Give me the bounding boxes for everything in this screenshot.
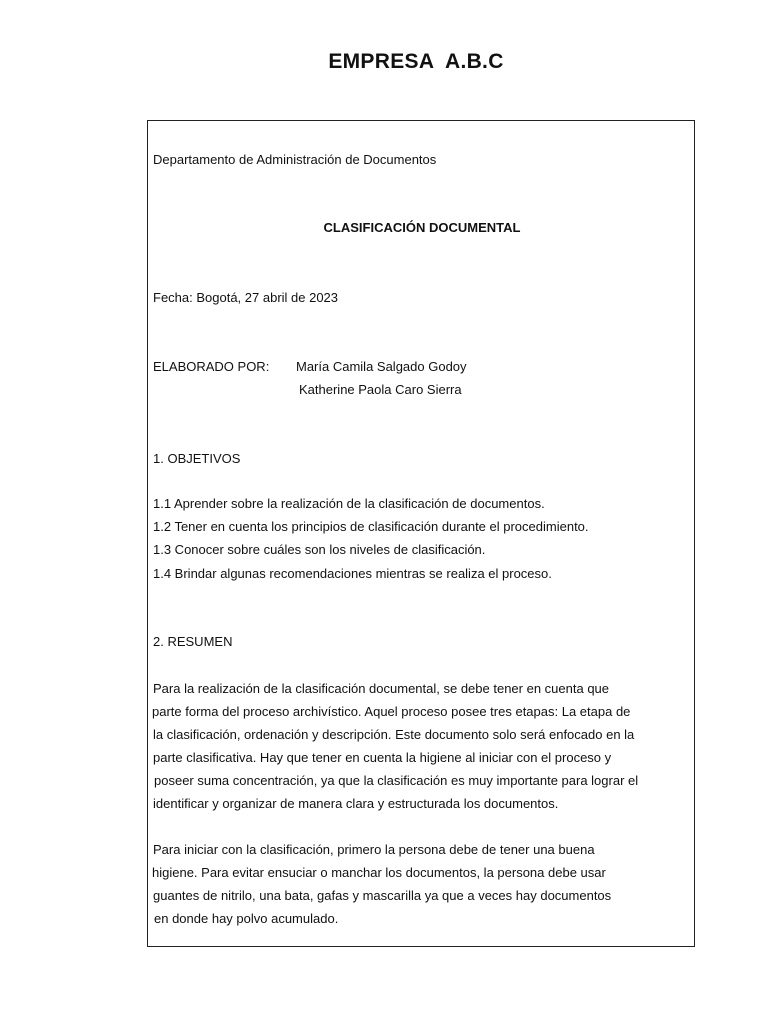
paragraph-line: la clasificación, ordenación y descripción. Este documento solo será enfocado en la xyxy=(153,727,635,742)
objective-item: 1.4 Brindar algunas recomendaciones mientras se realiza el proceso. xyxy=(153,566,552,581)
author-name: María Camila Salgado Godoy xyxy=(296,359,467,374)
document-frame xyxy=(147,120,695,947)
author-name: Katherine Paola Caro Sierra xyxy=(299,382,462,397)
company-name: EMPRESA A.B.C xyxy=(328,50,504,73)
objective-item: 1.2 Tener en cuenta los principios de clasificación durante el procedimiento. xyxy=(153,519,589,534)
paragraph-line: parte forma del proceso archivístico. Aquel proceso posee tres etapas: La etapa de xyxy=(152,704,631,719)
objective-item: 1.1 Aprender sobre la realización de la clasificación de documentos. xyxy=(153,496,545,511)
section-heading-resumen: 2. RESUMEN xyxy=(153,634,233,649)
objective-item: 1.3 Conocer sobre cuáles son los niveles de clasificación. xyxy=(153,542,486,557)
paragraph-line: guantes de nitrilo, una bata, gafas y mascarilla ya que a veces hay documentos xyxy=(153,888,612,903)
paragraph-line: higiene. Para evitar ensuciar o manchar los documentos, la persona debe usar xyxy=(152,865,606,880)
date-line: Fecha: Bogotá, 27 abril de 2023 xyxy=(153,290,339,305)
department-line: Departamento de Administración de Documentos xyxy=(153,152,437,167)
prepared-by-label: ELABORADO POR: xyxy=(153,359,270,374)
document-title: CLASIFICACIÓN DOCUMENTAL xyxy=(323,220,521,235)
paragraph-line: identificar y organizar de manera clara y estructurada los documentos. xyxy=(153,796,559,811)
paragraph-line: poseer suma concentración, ya que la clasificación es muy importante para lograr el xyxy=(154,773,639,788)
paragraph-line: Para la realización de la clasificación documental, se debe tener en cuenta que xyxy=(153,681,610,696)
section-heading-objetivos: 1. OBJETIVOS xyxy=(153,451,241,466)
paragraph-line: parte clasificativa. Hay que tener en cuenta la higiene al iniciar con el proceso y xyxy=(153,750,612,765)
paragraph-line: Para iniciar con la clasificación, primero la persona debe de tener una buena xyxy=(153,842,595,857)
paragraph-line: en donde hay polvo acumulado. xyxy=(154,911,339,926)
